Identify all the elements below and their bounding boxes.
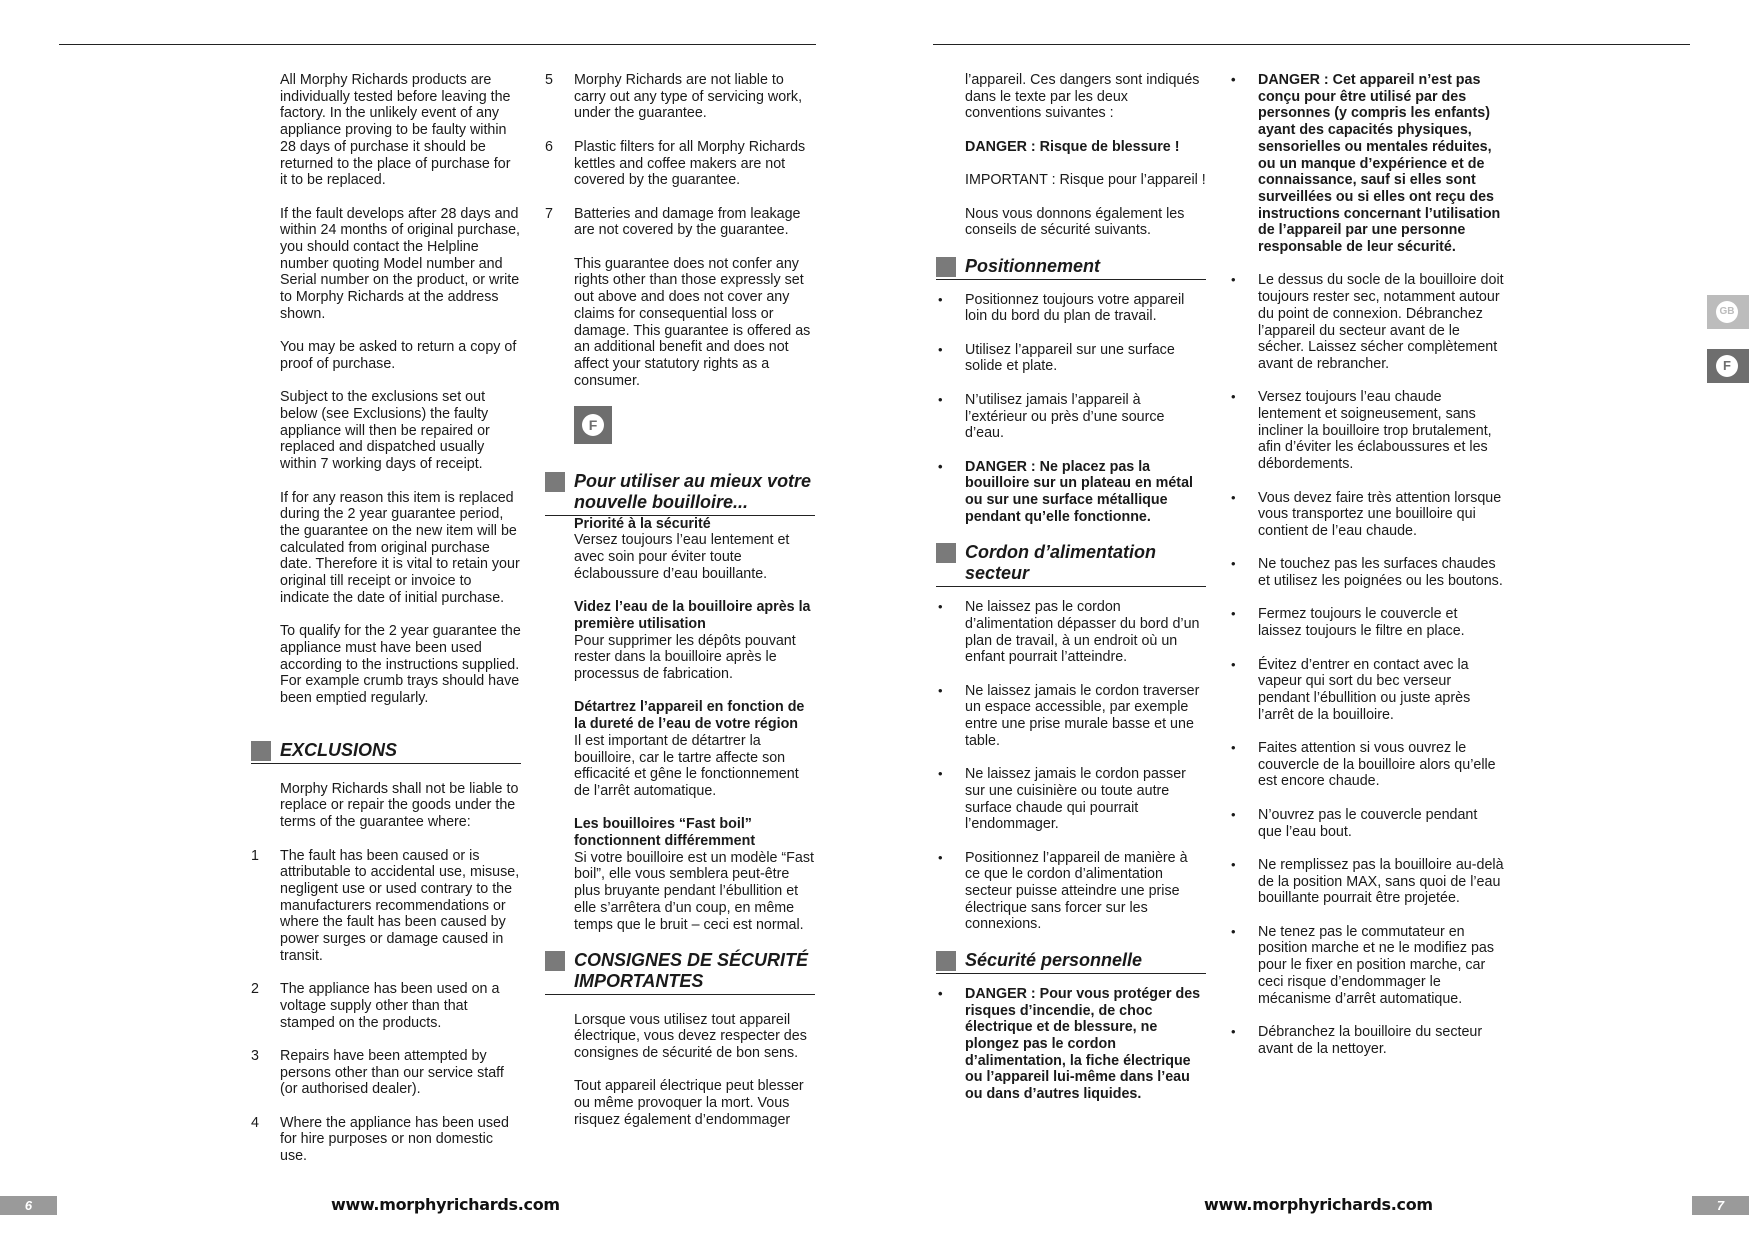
list-item-text: Ne remplissez pas la bouilloire au-delà de la position MAX, sans quoi de l’eau bouillante pourrait être projetée. [1258,856,1504,907]
language-tab-gb-label: GB [1716,301,1738,323]
list-item-text: Ne touchez pas les surfaces chaudes et utilisez les poignées ou les boutons. [1258,556,1503,590]
list-item-text: DANGER : Cet appareil n’est pas conçu pour être utilisé par des personnes (y compris les enfants) ayant des capacités physiques, sensorielles ou mentales réduites, ou un manque d’expérience et de connaissance, sauf si elles sont surveillées ou si elles ont reçu des instructions concernant l’utilisation de l’appareil par une personne responsable de leur sécurité. [1258,72,1501,256]
exclusion-item [545,139,815,189]
bullet-item [1229,272,1504,372]
bullet-item [936,850,1206,934]
bullet-icon: • [1231,923,1236,939]
bullet-item [936,683,1206,750]
heading-square-icon [545,951,565,971]
advice-line: Nous vous donnons également les conseils de sécurité suivants. [965,205,1185,239]
bullet-icon: • [938,599,943,615]
list-item-text: Évitez d’entrer en contact avec la vapeur qui sort du bec verseur pendant l’ébullition ou juste après l’arrêt de la bouilloire. [1258,656,1471,723]
list-item-text: Repairs have been attempted by persons other than our service staff (or authorised dealer). [280,1047,504,1098]
heading-square-icon [545,472,565,492]
page-number-left: 6 [0,1196,57,1215]
use-tip-title: Priorité à la sécurité [574,515,711,532]
bullet-icon: • [1231,656,1236,672]
exclusion-item [545,206,815,239]
bullet-item [1229,606,1504,639]
exclusions-list [251,848,521,1165]
language-tab-f[interactable] [1707,349,1749,383]
list-number: 7 [545,205,553,222]
bullet-icon: • [1231,606,1236,622]
list-item-text: Vous devez faire très attention lorsque vous transportez une bouilloire qui contient de l’eau chaude. [1258,489,1502,539]
list-item-text: Positionnez toujours votre appareil loin du bord du plan de travail. [965,291,1185,325]
bullet-icon: • [1231,272,1236,288]
paragraph: Lorsque vous utilisez tout appareil électrique, vous devez respecter des consignes de sécurité de bon sens. [574,1011,807,1062]
bullet-icon: • [938,291,943,307]
use-tip [574,699,815,799]
list-item-text: Fermez toujours le couvercle et laissez toujours le filtre en place. [1258,606,1465,640]
bullet-item [936,459,1206,526]
top-rule-right [933,44,1690,45]
list-item-text: Positionnez l’appareil de manière à ce que le cordon d’alimentation secteur puisse atteindre une prise électrique sans forcer sur les connexions. [965,849,1188,933]
exclusion-item [251,848,521,965]
french-section-badge [574,406,612,444]
bullet-icon: • [938,341,943,357]
list-item-text: Ne tenez pas le commutateur en position marche et ne le modifiez pas pour le fixer en position marche, car ceci risque d’endommager le mécanisme d’arrêt automatique. [1258,923,1495,1007]
bullet-item [1229,857,1504,907]
bullet-item [1229,807,1504,840]
use-tip [574,516,815,583]
list-item-text: The appliance has been used on a voltage supply other than that stamped on the products. [280,981,500,1031]
exclusion-item [251,981,521,1031]
bullet-icon: • [938,458,943,474]
bullet-item [1229,389,1504,473]
list-number: 5 [545,72,553,88]
heading-personal-safety: Sécurité personnelle [936,950,1206,974]
bullet-item [936,599,1206,666]
list-item-text: Plastic filters for all Morphy Richards kettles and coffee makers are not covered by the guarantee. [574,138,806,189]
bullet-icon: • [1231,556,1236,572]
list-item-text: Versez toujours l’eau chaude lentement et soigneusement, sans incliner la bouilloire trop brutalement, afin d’éviter les éclaboussures et les débordements. [1258,389,1492,473]
use-tip-title: Détartrez l’appareil en fonction de la dureté de l’eau de votre région [574,699,805,733]
footer-url-right[interactable]: www.morphyrichards.com [1204,1195,1433,1214]
exclusion-item [251,1115,521,1165]
bullet-item [1229,490,1504,540]
paragraph: If the fault develops after 28 days and within 24 months of original purchase, you should contact the Helpline number quoting Model number and Serial number on the product, or write to Morphy Richards at the address shown. [280,205,521,322]
bullet-icon: • [1231,389,1236,405]
list-item-text: N’utilisez jamais l’appareil à l’extérieur ou près d’une source d’eau. [965,391,1165,442]
list-number: 2 [251,981,259,998]
use-tip-text: Versez toujours l’eau lentement et avec soin pour éviter toute éclaboussure d’eau bouillante. [574,532,790,582]
heading-square-icon [936,257,956,277]
list-number: 6 [545,138,553,155]
bullet-item [1229,657,1504,724]
heading-positioning: Positionnement [936,256,1206,280]
safety-intro [545,1012,815,1129]
list-item-text: Batteries and damage from leakage are not covered by the guarantee. [574,205,801,239]
use-tip-title: Les bouilloires “Fast boil” fonctionnent différemment [574,816,756,850]
bullet-item [1229,556,1504,589]
use-tips-list [545,516,815,934]
bullet-icon: • [938,682,943,698]
list-item-text: N’ouvrez pas le couvercle pendant que l’eau bout. [1258,806,1478,840]
bullet-icon: • [1231,740,1236,756]
list-item-text: Le dessus du socle de la bouilloire doit toujours rester sec, notamment autour du point de connexion. Débranchez l’appareil du secteur avant de le sécher. Laissez sécher complètement avant de rebrancher. [1258,272,1504,372]
list-item-text: The fault has been caused or is attributable to accidental use, misuse, negligent use or used contrary to the manufacturers recommendations or where the fault has been caused by power surges or damage caused in transit. [280,847,520,964]
use-tip [574,816,815,933]
heading-important-safety: CONSIGNES DE SÉCURITÉ IMPORTANTES [545,950,815,995]
bullet-icon: • [1231,856,1236,872]
list-item-text: DANGER : Ne placez pas la bouilloire sur un plateau en métal ou sur une surface métallique pendant qu’elle fonctionne. [965,458,1193,525]
power-cord-list [936,599,1206,933]
use-tip-text: Pour supprimer les dépôts pouvant rester dans la bouilloire après le processus de fabrication. [574,632,796,683]
exclusion-item [251,1048,521,1098]
use-tip-text: Si votre bouilloire est un modèle “Fast boil”, elle vous semblera peut-être plus bruyante pendant l’ébullition et elle s’arrêtera d’un coup, en même temps que le bruit – ceci est normal. [574,849,814,933]
heading-use-kettle: Pour utiliser au mieux votre nouvelle bouilloire... [545,471,815,516]
bullet-item [1229,740,1504,790]
use-tip-title: Videz l’eau de la bouilloire après la première utilisation [574,599,811,632]
exclusions-heading: EXCLUSIONS [251,740,521,764]
bullet-item [1229,924,1504,1008]
use-tip [574,599,815,683]
paragraph: Subject to the exclusions set out below (see Exclusions) the faulty appliance will then be repaired or replaced and dispatched usually within 7 working days of receipt. [280,389,490,473]
list-number: 3 [251,1047,259,1064]
paragraph: You may be asked to return a copy of proof of purchase. [280,339,517,372]
left-column-2 [545,72,815,1145]
right-column-1 [936,72,1206,1119]
paragraph: To qualify for the 2 year guarantee the appliance must have been used according to the instructions supplied. For example crumb trays should have been emptied regularly. [280,623,521,706]
heading-power-cord: Cordon d’alimentation secteur [936,542,1206,587]
list-item-text: Ne laissez jamais le cordon passer sur une cuisinière ou toute autre surface chaude qui pourrait l’endommager. [965,766,1186,833]
important-convention: IMPORTANT : Risque pour l’appareil ! [965,172,1206,189]
bullet-item [1229,72,1504,256]
list-item-text: Débranchez la bouilloire du secteur avant de la nettoyer. [1258,1023,1483,1057]
danger-convention: DANGER : Risque de blessure ! [965,138,1180,155]
bullet-item [936,392,1206,442]
page-number-right: 7 [1692,1196,1749,1215]
bullet-icon: • [938,391,943,407]
paragraph: If for any reason this item is replaced during the 2 year guarantee period, the guarantee on the new item will be calculated from original purchase date. Therefore it is vital to retain your original till receipt or invoice to indicate the date of initial purchase. [280,489,520,606]
list-item-text: Faites attention si vous ouvrez le couvercle de la bouilloire alors qu’elle est encore chaude. [1258,740,1496,790]
guarantee-intro [251,72,521,707]
paragraph: Tout appareil électrique peut blesser ou même provoquer la mort. Vous risquez également d’endommager [574,1078,804,1128]
use-tip-text: Il est important de détartrer la bouilloire, car le tartre affecte son efficacité et gêne le fonctionnement de l’arrêt automatique. [574,732,799,799]
heading-square-icon [251,741,271,761]
personal-safety-list [936,986,1206,1103]
list-item-text: Ne laissez pas le cordon d’alimentation dépasser du bord d’un plan de travail, à un endroit où un enfant pourrait l’atteindre. [965,599,1200,666]
exclusions-intro: Morphy Richards shall not be liable to replace or repair the goods under the terms of the guarantee where: [280,780,519,831]
bullet-icon: • [938,985,943,1001]
french-badge-label: F [582,414,604,436]
bullet-icon: • [1231,489,1236,505]
list-number: 4 [251,1114,259,1131]
positioning-list [936,292,1206,526]
list-item-text: Where the appliance has been used for hire purposes or non domestic use. [280,1114,509,1165]
exclusion-item [545,72,815,122]
list-item-text: Morphy Richards are not liable to carry out any type of servicing work, under the guarantee. [574,72,803,122]
list-number: 1 [251,847,259,864]
list-item-text: DANGER : Pour vous protéger des risques d’incendie, de choc électrique et de blessure, ne plongez pas le cordon d’alimentation, la fiche électrique ou l’appareil lui-même dans l’eau ou dans d’autres liquides. [965,985,1201,1103]
top-rule-left [59,44,816,45]
hazard-conventions-text: l’appareil. Ces dangers sont indiqués dans le texte par les deux conventions suivantes : [965,72,1200,122]
bullet-icon: • [938,766,943,782]
bullet-icon: • [938,849,943,865]
bullet-icon: • [1231,1023,1236,1039]
paragraph: All Morphy Richards products are individually tested before leaving the factory. In the unlikely event of any appliance proving to be faulty within 28 days of purchase it should be returned to the place of purchase for it to be replaced. [280,72,511,189]
language-tab-gb[interactable] [1707,295,1749,329]
list-item-text: Ne laissez jamais le cordon traverser un espace accessible, par exemple entre une prise murale basse et une table. [965,682,1200,749]
safety-list-continued [1229,72,1504,1057]
exclusions-list-continued [545,72,815,239]
bullet-icon: • [1231,72,1236,87]
bullet-item [1229,1024,1504,1057]
right-column-2 [1229,72,1504,1074]
guarantee-note: This guarantee does not confer any rights other than those expressly set out above and does not cover any claims for consequential loss or damage. This guarantee is offered as an additional benefit and does not affect your statutory rights as a consumer. [574,255,811,389]
bullet-item [936,342,1206,375]
left-column-1 [251,72,521,1182]
language-tab-f-label: F [1716,355,1738,377]
list-item-text: Utilisez l’appareil sur une surface solide et plate. [965,341,1175,375]
bullet-item [936,292,1206,325]
heading-square-icon [936,543,956,563]
bullet-icon: • [1231,806,1236,822]
bullet-item [936,986,1206,1103]
heading-square-icon [936,951,956,971]
bullet-item [936,766,1206,833]
footer-url-left[interactable]: www.morphyrichards.com [331,1195,560,1214]
